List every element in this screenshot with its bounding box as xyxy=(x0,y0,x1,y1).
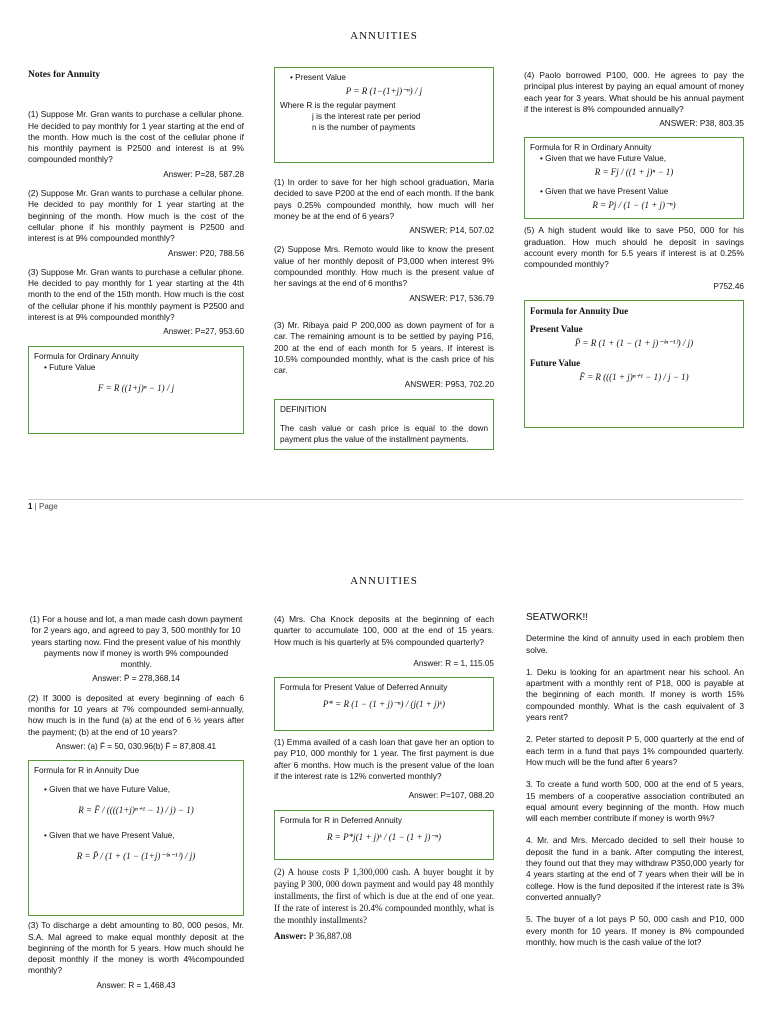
page-footer: 1 | Page xyxy=(28,502,58,511)
page2-mid-column xyxy=(274,614,494,942)
bullet-item: • Present Value xyxy=(290,73,346,82)
bullet-item: • Future Value xyxy=(44,362,96,372)
formula: F = R ((1+j)ⁿ − 1) / j xyxy=(97,382,175,393)
box-title: Formula for R in Ordinary Annuity xyxy=(530,143,652,153)
answer: Answer: R = 1, 115.05 xyxy=(413,658,494,668)
box-title: Formula for R in Deferred Annuity xyxy=(280,815,402,825)
problem-text: (3) Mr. Ribaya paid P 200,000 as down payment of for a car. The remaining amount is to be settled by paying P16, 200 at the end of each month for 5 years. If interest is 10.5% compounded monthly, what is the cash price of his car. xyxy=(274,319,494,376)
formula: R = P̄ / (1 + (1 − (1+j)⁻⁽ⁿ⁻¹⁾) / j) xyxy=(76,851,196,862)
problem-text: (4) Mrs. Cha Knock deposits at the beginning of each quarter to accumulate 100, 000 at the end of 15 years. How much is his quarterly at 5% compounded quarterly? xyxy=(274,614,494,647)
formula: F̄ = R (((1 + j)ⁿ⁺¹ − 1) / j − 1) xyxy=(579,371,689,382)
problem-text: (1) For a house and lot, a man made cash down payment for 2 years ago, and agreed to pay 3, 500 monthly for 10 years starting now. Find the present value of his monthly payments now if money is worth 9% compounded monthly. xyxy=(29,614,243,670)
box-title: Formula for R in Annuity Due xyxy=(34,766,140,776)
problem-text: (1) Emma availed of a cash loan that gave her an option to pay P10, 000 monthly for 1 year. The first payment is due after 6 months. How much is the present value of the loan if the interest rate is 12% converted monthly? xyxy=(274,737,494,782)
where-line: Where R is the regular payment xyxy=(280,101,396,110)
formula-box xyxy=(28,760,244,916)
formula: P = R (1−(1+j)⁻ⁿ) / j xyxy=(345,86,423,96)
problem-text: (5) A high student would like to save P50, 000 for his graduation. How much should he deposit in savings account every month for 5.5 years if interest is at 0.25% compounded monthly? xyxy=(524,225,744,270)
page-title: ANNUITIES xyxy=(350,30,418,42)
problem-text: (3) Suppose Mr. Gran wants to purchase a cellular phone. He decided to pay monthly for 1 year starting at the 4th month to the end of the 15th month. How much is the cost of the cellular phone if his monthly payment is P2500 and interest is at 9% compounded monthly? xyxy=(28,266,244,323)
formula-box xyxy=(274,810,494,860)
problem-text: (2) A house costs P 1,300,000 cash. A buyer bought it by paying P 300, 000 down payment and would pay 48 monthly installments, the first of which is due at the end of one year. If the rate of interest is 20.4% compounded monthly, what is the monthly installments? xyxy=(274,866,494,925)
formula: R = P*j(1 + j)ᵏ / (1 − (1 + j)⁻ⁿ) xyxy=(327,831,441,842)
page1-mid-column xyxy=(274,67,494,450)
definition-box xyxy=(274,399,494,450)
answer: ANSWER: P14, 507.02 xyxy=(409,226,494,236)
answer: ANSWER: P953, 702.20 xyxy=(404,380,494,390)
page1-left-column xyxy=(28,70,244,434)
box-title: Formula for Present Value of Deferred Annuity xyxy=(280,683,448,693)
answer: P752.46 xyxy=(713,281,744,291)
page1-right-column xyxy=(524,70,744,428)
answer: Answer: P=28, 587.28 xyxy=(163,169,244,179)
bullet-item: • Given that we have Future Value, xyxy=(44,785,171,795)
formula-label: Future Value xyxy=(530,357,581,368)
problem-text: (3) To discharge a debt amounting to 80, 000 pesos, Mr. S.A. Mal agreed to make equal monthly deposit at the beginning of the month for 5 years. How much should he deposit monthly if the money is worth 4%compounded monthly? xyxy=(28,920,244,976)
where-line: n is the number of payments xyxy=(312,123,416,132)
formula: P* = R (1 − (1 + j)⁻ⁿ) / (j(1 + j)ᵏ) xyxy=(322,699,446,710)
page2-left-column xyxy=(28,614,244,999)
box-title: Formula for Annuity Due xyxy=(530,305,629,316)
answer: Answer: P̄ = 278,368.14 xyxy=(92,674,180,684)
box-title: Formula for Ordinary Annuity xyxy=(34,351,139,361)
answer: Answer: R = 1,468.43 xyxy=(96,980,176,990)
seatwork-question: 2. Peter started to deposit P 5, 000 quarterly at the end of each term in a fund that pays 1% compounded quarterly. How much will be the fund after 6 years? xyxy=(526,734,744,767)
formula: R = Pj / (1 − (1 + j)⁻ⁿ) xyxy=(592,200,676,211)
seatwork-question: 4. Mr. and Mrs. Mercado decided to sell their house to deposit the fund in a bank. After computing the interest, they found out that they may withdraw P350,000 yearly for 4 years starting at the end of 7 years when their will be in college. How is the fund deposited if the interest rate is 3% converted annually? xyxy=(526,835,744,902)
answer: Answer: P=27, 953.60 xyxy=(163,327,244,337)
seatwork-question: 5. The buyer of a lot pays P 50, 000 cash and P10, 000 every month for 10 years. If money is 8% compounded monthly, how much is the cash value of the lot? xyxy=(526,914,744,947)
formula-label: Present Value xyxy=(530,323,583,334)
page2-right-column xyxy=(526,612,744,948)
answer: Answer: P 36,887.08 xyxy=(274,930,352,941)
answer: Answer: P20, 788.56 xyxy=(167,248,244,258)
formula-box xyxy=(524,137,744,219)
bullet-item: • Given that we have Present Value xyxy=(540,187,669,197)
page-divider xyxy=(28,499,743,500)
seatwork-question: 1. Deku is looking for an apartment near his school. An apartment with a monthly rent of P18, 000 is payable at the beginning of each month. If money is worth 15% compounded monthly. What is the cash equivalent of 3 years rent? xyxy=(526,666,744,723)
answer: Answer: P=107, 088.20 xyxy=(408,791,494,801)
formula: R = Fj / ((1 + j)ⁿ − 1) xyxy=(594,167,674,178)
answer: Answer: (a) F̄ = 50, 030.96(b) F̄ = 87,808.41 xyxy=(55,741,217,751)
seatwork-question: 3. To create a fund worth 500, 000 at the end of 5 years, 15 members of a cooperative association contributed an equal amount every beginning of the month. How much will each member contribute if money is worth 9%? xyxy=(526,779,744,824)
problem-text: (1) In order to save for her high school graduation, Maria decided to save P200 at the end of each month. If the bank pays 0.25% compounded monthly, how much will her money be at the end of 6 years? xyxy=(274,177,494,221)
seatwork-intro: Determine the kind of annuity used in each problem then solve. xyxy=(526,633,744,655)
seatwork-heading: SEATWORK!! xyxy=(526,612,589,623)
problem-text: (4) Paolo borrowed P100, 000. He agrees to pay the principal plus interest by paying an equal amount of money each year for 3 years. What should be his annual payment if the interest is 8% compounded annually? xyxy=(524,70,744,114)
definition-text: The cash value or cash price is equal to the down payment plus the value of the installment payments. xyxy=(280,423,488,444)
problem-text: (1) Suppose Mr. Gran wants to purchase a cellular phone. He decided to pay monthly for 1 year starting at the end of the month. How much is the cost of the cellular phone if his monthly payment is P2500 and interest is at 9% compounded monthly? xyxy=(28,109,244,165)
formula-box xyxy=(274,677,494,731)
problem-text: (2) Suppose Mrs. Remoto would like to know the present value of her monthly deposit of P3,000 when interest 9% compounded monthly. How much is the present value of her savings at the end of 6 months? xyxy=(274,244,494,289)
bullet-item: • Given that we have Future Value, xyxy=(540,154,667,164)
formula-box xyxy=(274,67,494,163)
answer: ANSWER: P17, 536.79 xyxy=(409,293,494,303)
formula-box xyxy=(524,300,744,428)
problem-text: (2) If 3000 is deposited at every beginning of each 6 months for 10 years at 7% compounded semi-annually, how much is in the fund (a) at the end of 6 ½ years after the payment; (b) at the end of 10 years? xyxy=(28,692,244,737)
problem-text: (2) Suppose Mr. Gran wants to purchase a cellular phone. He decided to pay monthly for 1 year starting at the beginning of the month. How much is the cost of the cellular phone if his monthly payment is P2500 and interest is at 9% compounded monthly? xyxy=(28,188,244,244)
formula-box xyxy=(28,346,244,434)
box-title: DEFINITION xyxy=(280,404,327,414)
page-title: ANNUITIES xyxy=(350,575,418,587)
where-line: j is the interest rate per period xyxy=(312,112,421,121)
notes-heading: Notes for Annuity xyxy=(28,70,101,80)
bullet-item: • Given that we have Present Value, xyxy=(44,831,175,841)
answer: ANSWER: P38, 803.35 xyxy=(659,119,744,129)
formula: P̄ = R (1 + (1 − (1 + j)⁻⁽ⁿ⁻¹⁾) / j) xyxy=(574,337,694,348)
formula: R = F̄ / ((((1+j)ⁿ⁺¹ − 1) / j) − 1) xyxy=(78,805,194,816)
